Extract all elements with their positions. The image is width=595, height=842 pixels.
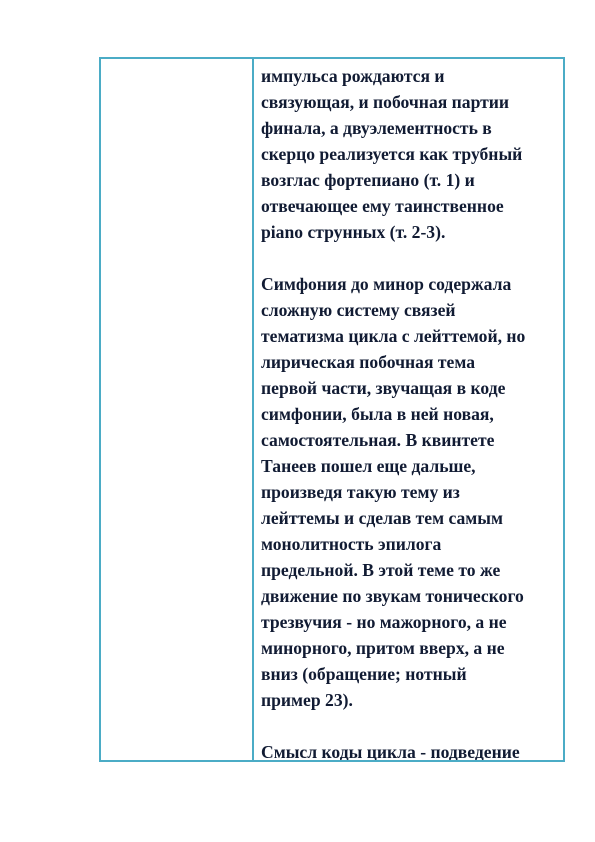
text-line: трезвучия - но мажорного, а не: [261, 612, 507, 632]
text-line: сложную систему связей: [261, 300, 456, 320]
text-line: лирическая побочная тема: [261, 352, 475, 372]
text-line: предельной. В этой теме то же: [261, 560, 501, 580]
document-table: [99, 57, 565, 762]
table-right-column: [254, 59, 563, 760]
paragraph-gap: [261, 245, 560, 271]
text-line: самостоятельная. В квинтете: [261, 430, 495, 450]
text-line: движение по звукам тонического: [261, 586, 524, 606]
paragraph-1: [261, 63, 560, 245]
text-line: произведя такую тему из: [261, 482, 460, 502]
text-line: первой части, звучащая в коде: [261, 378, 506, 398]
paragraph-gap: [261, 713, 560, 739]
text-line: Смысл коды цикла - подведение: [261, 742, 520, 760]
text-line: Танеев пошел еще дальше,: [261, 456, 476, 476]
text-line: Симфония до минор содержала: [261, 274, 512, 294]
text-line: финала, а двуэлементность в: [261, 118, 492, 138]
text-line: тематизма цикла с лейттемой, но: [261, 326, 526, 346]
text-line: piano струнных (т. 2-3).: [261, 222, 446, 242]
paragraph-2: [261, 271, 560, 713]
paragraph-3: [261, 739, 560, 760]
text-line: возглас фортепиано (т. 1) и: [261, 170, 475, 190]
text-line: связующая, и побочная партии: [261, 92, 510, 112]
text-line: вниз (обращение; нотный: [261, 664, 467, 684]
text-line: минорного, притом вверх, а не: [261, 638, 505, 658]
text-line: симфонии, была в ней новая,: [261, 404, 494, 424]
text-line: скерцо реализуется как трубный: [261, 144, 523, 164]
text-line: монолитность эпилога: [261, 534, 442, 554]
text-line: импульса рождаются и: [261, 66, 445, 86]
table-left-column: [101, 59, 254, 760]
text-line: лейттемы и сделав тем самым: [261, 508, 504, 528]
text-line: пример 23).: [261, 690, 353, 710]
text-line: отвечающее ему таинственное: [261, 196, 504, 216]
